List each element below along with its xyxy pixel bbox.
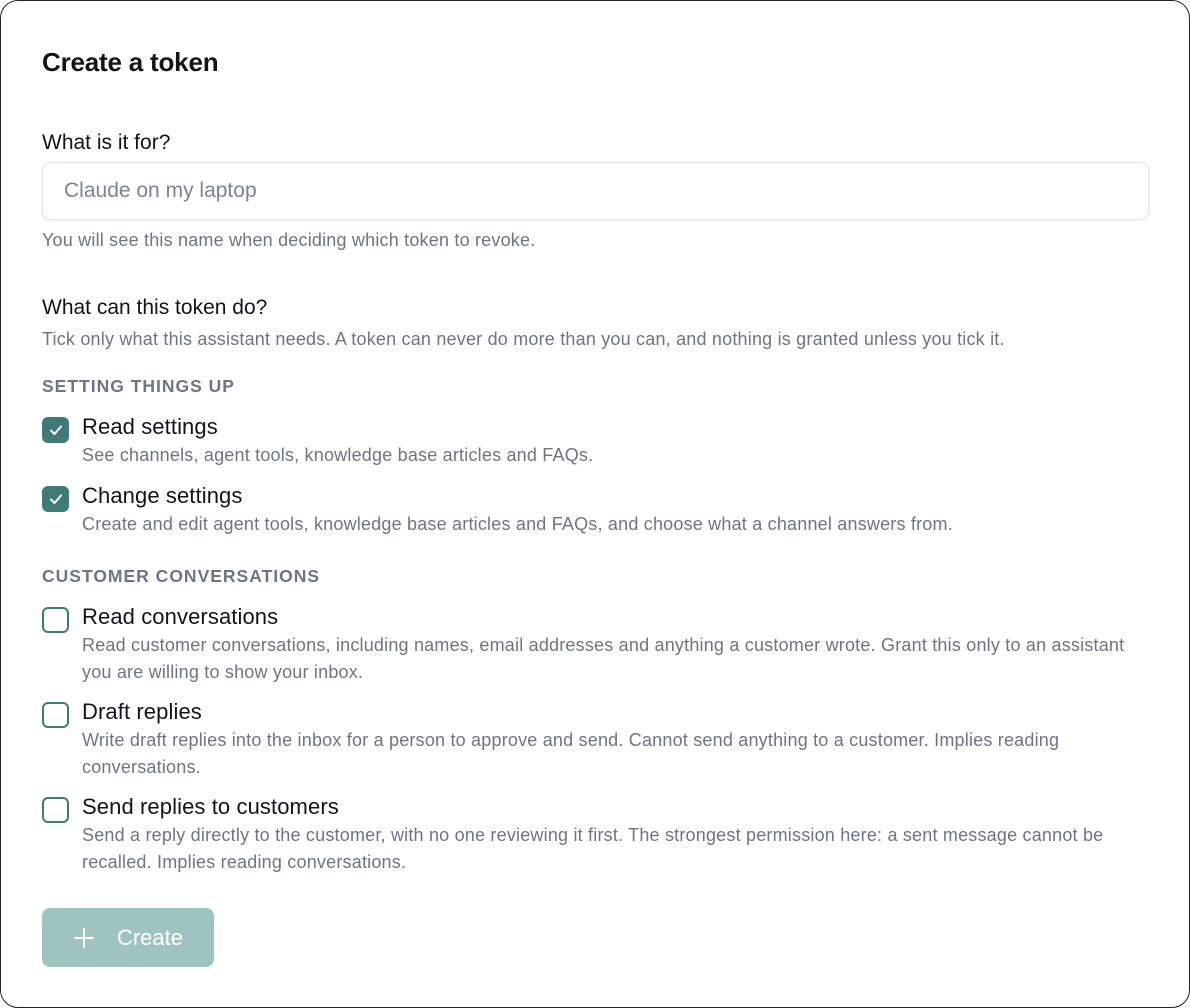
read-settings-description: See channels, agent tools, knowledge base articles and FAQs. xyxy=(82,445,594,465)
group-title-setting-things-up: SETTING THINGS UP xyxy=(42,376,235,396)
send-replies-description: Send a reply directly to the customer, with no one reviewing it first. The strongest permission here: a sent message cannot be recalled. Implies reading conversations. xyxy=(82,825,1104,872)
read-conversations-description: Read customer conversations, including names, email addresses and anything a customer wrote. Grant this only to an assistant you are willing to show your inbox. xyxy=(82,635,1125,682)
change-settings-description: Create and edit agent tools, knowledge base articles and FAQs, and choose what a channel answers from. xyxy=(82,514,953,534)
create-button[interactable] xyxy=(42,908,214,967)
check-icon xyxy=(48,422,64,438)
check-icon xyxy=(48,491,64,507)
send-replies-checkbox[interactable] xyxy=(42,797,69,823)
send-replies-label: Send replies to customers xyxy=(82,794,339,819)
draft-replies-label: Draft replies xyxy=(82,699,202,724)
draft-replies-description: Write draft replies into the inbox for a person to approve and send. Cannot send anything to a customer. Implies reading conversations. xyxy=(82,730,1060,777)
read-conversations-checkbox[interactable] xyxy=(42,607,69,633)
read-conversations-label: Read conversations xyxy=(82,604,279,629)
permission-read-settings[interactable] xyxy=(42,414,1152,470)
permissions-subtitle: Tick only what this assistant needs. A token can never do more than you can, and nothing is granted unless you tick it. xyxy=(42,329,1005,349)
permissions-heading: What can this token do? xyxy=(42,296,268,319)
permission-draft-replies[interactable] xyxy=(42,699,1152,781)
change-settings-label: Change settings xyxy=(82,483,243,508)
page-title: Create a token xyxy=(42,47,219,77)
name-field-label: What is it for? xyxy=(42,131,171,154)
permission-read-conversations[interactable] xyxy=(42,604,1152,686)
create-button-label: Create xyxy=(116,924,184,950)
token-name-input[interactable] xyxy=(42,162,1149,220)
plus-icon xyxy=(73,927,95,949)
draft-replies-checkbox[interactable] xyxy=(42,702,69,728)
read-settings-checkbox[interactable] xyxy=(42,417,69,443)
change-settings-checkbox[interactable] xyxy=(42,486,69,512)
read-settings-label: Read settings xyxy=(82,414,218,439)
name-field-help: You will see this name when deciding which token to revoke. xyxy=(42,230,536,250)
permission-change-settings[interactable] xyxy=(42,483,1152,539)
permission-send-replies[interactable] xyxy=(42,794,1152,876)
group-title-customer-conversations: CUSTOMER CONVERSATIONS xyxy=(42,566,321,586)
